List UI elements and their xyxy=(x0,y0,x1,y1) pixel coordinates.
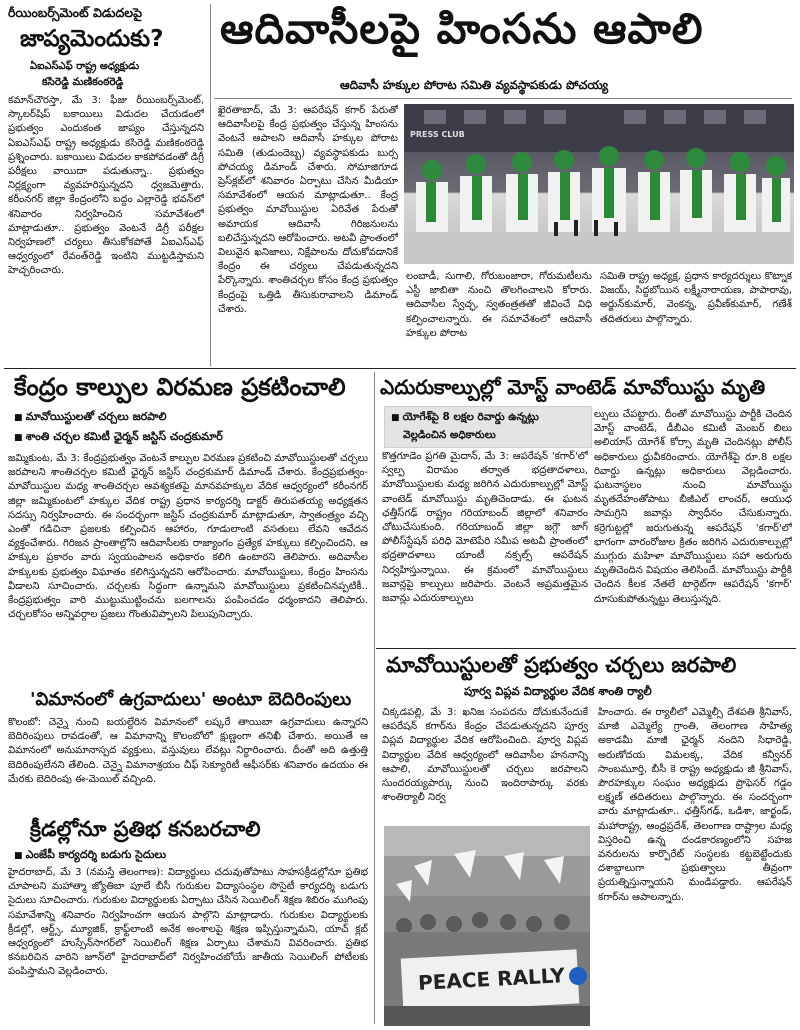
column-divider xyxy=(210,4,211,366)
adivasi-press-meet-photo xyxy=(404,104,794,264)
encounter-highlight-line2: వెల్లడించిన అధికారులు xyxy=(403,429,496,441)
press-club-banner: PRESS CLUB xyxy=(410,130,465,139)
adivasi-subhead: ఆదివాసీ హక్కుల పోరాట సమితి వ్యవస్థాపకుడు పోచయ్య xyxy=(340,78,609,92)
encounter-body-col2: ల్పులు చేపట్టారు. దీంతో మావోయిస్టు పార్టీకి చెందిన మోస్ట్ వాంటెడ్, డీబీఎం కమిటీ మెంబర్ బిలు అలియాస్ యోగేశ్ కోర్సా మృతి చెందినట్లు పోలీస్ అధికారులు ధ్రువీకరించారు. యోగేశ్‌పై రూ.8 లక్షల రివార్డు ఉన్నట్లు అధికారులు వెల్లడించారు. ఘటనాస్థలం నుంచి మావోయిస్టు మృతదేహంతోపాటు బీజీఎల్ లాంచర్, ఆయుధ సామగ్రిని జవాన్లు స్వాధీనం చేసుకున్నారు. కర్రెగుట్టల్లో జరుగుతున్న ఆపరేషన్ 'కగార్'లో భాగంగా వారంరోజుల క్రితం జరిగిన ఎదురుకాల్పుల్లో ముగ్గురు మహిళా మావోయిస్టులు సహా అరుగురు మృతిచెందిన విషయం తెలిసిందే. మావోయిస్టు పార్టీకి చెందిన కీలక నేతలే టార్గెట్‌గా ఆపరేషన్ 'కగార్' దూసుకుపోతున్నట్టు తెలుస్తున్నది. xyxy=(594,409,792,605)
adivasi-headline: ఆదివాసీలపై హింసను ఆపాలి xyxy=(220,4,704,53)
ceasefire-bullet-2: ■ శాంతి చర్చల కమిటీ ఛైర్మన్ జస్టిస్ చంద్రకుమార్ xyxy=(14,430,223,446)
ceasefire-headline: కేంద్రం కాల్పుల విరమణ ప్రకటించాలి xyxy=(14,373,346,401)
encounter-headline: ఎదురుకాల్పుల్లో మోస్ట్ వాంటెడ్ మావోయిస్టు మృతి xyxy=(380,375,766,399)
reimbursement-byline-role: ఏఐఎస్ఎఫ్ రాష్ట్ర అధ్యక్షుడు xyxy=(30,61,140,72)
encounter-highlight-box xyxy=(384,406,592,448)
reimbursement-headline: జాప్యమెందుకు? xyxy=(20,26,164,52)
reimbursement-byline-name: కసిరెడ్డి మణికంఠరెడ్డి xyxy=(42,76,124,88)
sports-headline: క్రీడల్లోనూ ప్రతిభ కనబరచాలి xyxy=(30,817,261,841)
encounter-body-col1: కొత్తగూడెం ప్రగతి మైదాన్, మే 3: ఆపరేషన్ 'కగార్'లో స్వల్ప విరామం తర్వాత భద్రతాదళాలు, మావోయిస్టులకు మధ్య జరిగిన ఎదురుకాల్పుల్లో మోస్ట్ వాంటెడ్ మావోయిస్టు మృతిచెందాడు. ఈ ఘటన ఛత్తీస్‌గఢ్ రాష్ట్రం గరియాబంద్ జిల్లాలో శనివారం చోటుచేసుకుంది. గరియాబంద్ జిల్లా జగ్గౌ జాగ్ పోలీస్‌స్టేషన్ పరిధి మోటెపేరి సమీప అటవీ ప్రాంతంలో భద్రతాదళాలు యాంటీ నక్సల్స్ ఆపరేషన్ నిర్వహిస్తున్నాయి. ఈ క్రమంలో మావోయిస్టులు జవాన్లపై కాల్పులు జరిపారు. వెంటనే అప్రమత్తమైన జవాన్లు ఎదురుకాల్పులు xyxy=(382,451,588,605)
talks-body-col1: చిక్కడపల్లి, మే 3: ఖనిజ సంపదను దోచుకునేందుకే ఆపరేషన్ కగార్‌ను కేంద్రం చేపడుతున్నదని పూర్వ విప్లవ విద్యార్థుల వేదిక ఆరోపించింది. పూర్వ విప్లవ విద్యార్థుల వేదిక ఆధ్వర్యంలో ఆదివాసీల హననాన్ని ఆపాలి, మావోయిస్టులతో చర్చలు జరపాలని సుందరయ్యపార్కు నుంచి ఇందిరాపార్కు వరకు శాంతిర్యాలీ నిర్వ xyxy=(382,707,588,804)
talks-body-col2: హించారు. ఈ ర్యాలీలో ఎమ్మెల్సీ దేశపతి శ్రీనివాస్, మాజీ ఎమ్మెల్యే గ్రాంతి, తెలంగాణ సాహిత్య అకాడమీ మాజీ ఛైర్మన్ నందిని సిధారెడ్డి, అరుణోదయ విమలక్క, వేదిక కన్వీనర్ సాంబమూర్తి, బీసీ కె రాష్ట్ర అధ్యక్షుడు జీ శ్రీనివాస్, పౌరహక్కుల సంఘం అధ్యక్షుడు ప్రొఫెసర్ గడ్డం లక్ష్మణ్ తదితరులు పాల్గొన్నారు. ఈ సందర్భంగా వారు మాట్లాడుతూ.. ఛత్తీస్‌గఢ్, ఒడిశా, జార్ఖండ్, మహారాష్ట్ర, ఆంధ్రప్రదేశ్, తెలంగాణ రాష్ట్రాల మధ్య విస్తరించి ఉన్న దండకారణ్యంలోని సహజ వనరులను కార్పొరేట్ సంస్థలకు కట్టబెట్టేందుకు దశాబ్దాలుగా ప్రభుత్వాలు తీవ్రంగా ప్రయత్నిస్తున్నాయని మండిపడ్డారు. ఆపరేషన్ కగార్‌ను ఆపాలన్నారు. xyxy=(598,707,792,903)
section-divider-2 xyxy=(376,648,796,649)
talks-headline: మావోయిస్టులతో ప్రభుత్వం చర్చలు జరపాలి xyxy=(386,653,737,677)
encounter-highlight-line1: ■ యోగేశ్‌పై 8 లక్షల రివార్డు ఉన్నట్లు xyxy=(391,411,539,426)
adivasi-subhead-rule xyxy=(214,98,792,99)
reimbursement-kicker: రీయింబర్స్‌మెంట్ విడుదలపై xyxy=(8,5,143,20)
reimbursement-body: కమాన్‌చౌరస్తా, మే 3: ఫీజు రీయింబర్స్‌మెంట్, స్కాలర్‌షిప్ బకాయిలు విడుదల చేయడంలో ప్రభుత్వం ఎందుకంత జాప్యం చేస్తున్నదని ఏఐఎస్ఎఫ్ రాష్ట్ర అధ్యక్షుడు కసిరెడ్డి మణికంఠరెడ్డి ప్రశ్నించారు. బకాయిలు విడుదల కాకపోవడంతో డిగ్రీ పరీక్షలు వాయిదా పడుతున్నా.. ప్రభుత్వం నిర్లక్ష్యంగా వ్యవహరిస్తున్నదని ధ్వజమెత్తారు. కరీంనగర్ జిల్లా కేంద్రంలోని బద్దం ఎల్లారెడ్డి భవన్‌లో శనివారం నిర్వహించిన సమావేశంలో మాట్లాడుతూ.. ప్రభుత్వం వెంటనే డిగ్రీ పరీక్షల నిర్వహణలో చర్యలు తీసుకోకపోతే ఏఐఎస్ఎఫ్ ఆధ్వర్యంలో రేవంత్‌రెడ్డి ఇంటిని ముట్టడిస్తామని హెచ్చరించారు. xyxy=(8,95,204,277)
sports-bullet: ■ ఎంజేపీ కార్యదర్శి బడుగు సైదులు xyxy=(14,848,166,864)
peace-rally-photo xyxy=(384,826,590,1026)
ceasefire-bullet-1: ■ మావోయిస్టులతో చర్చలు జరపాలి xyxy=(14,410,167,426)
adivasi-body-col1: ఖైరతాబాద్, మే 3: ఆపరేషన్ కగార్ పేరుతో ఆదివాసీలపై కేంద్ర ప్రభుత్వం చేస్తున్న హింసను వెంటనే ఆపాలని ఆదివాసీ హక్కుల పోరాట సమితి (తుడుందెబ్బ) వ్యవస్థాపకుడు బుర్స పోచయ్య డిమాండ్ చేశారు. సోమాజిగూడ ప్రెస్‌క్లబ్‌లో శనివారం ఏర్పాటు చేసిన మీడియా సమావేశంలో ఆయన మాట్లాడుతూ.. కేంద్ర ప్రభుత్వం మావోయిస్టుల ఏరివేత పేరుతో అమాయక ఆదివాసీ గిరిజనులను బలిచేస్తున్నదని ఆరోపించారు. అటవీ ప్రాంతంలో విలువైన ఖనిజాలు, నిక్షేపాలను దోచుకోవడానికే కేంద్రం ఈ చర్యలు చేపడుతున్నదని పేర్కొన్నారు. శాంతిచర్చల కోసం కేంద్ర ప్రభుత్వం కేంద్రంపై ఒత్తిడి తీసుకురావాలని డిమాండ్ చేశారు. xyxy=(218,105,398,315)
plane-body: కొలంబో: చెన్నై నుంచి బయల్దేరిన విమానంలో లష్కరే తాయిబా ఉగ్రవాదులు ఉన్నారని బెదిరింపులు రావడంతో, ఆ విమానాన్ని కొలంబోలో క్షుణ్ణంగా తనిఖీ చేశారు. అయితే ఆ విమానంలో అనుమానాస్పద వ్యక్తులు, వస్తువులు లేవట్లు నిర్ధారించారు. దీంతో అది ఉత్తుత్తి బెదిరింపులేనని తేలింది. చెన్నై విమానాశ్రయం చీఫ్ సెక్యూరిటీ ఆఫీసర్‌కు శనివారం ఉదయం ఈ మేరకు బెదిరింపు ఈ-మెయిల్ వచ్చింది. xyxy=(8,717,368,785)
column-divider xyxy=(374,372,375,1024)
adivasi-body-col2: లంబాడీ, సుగాలి, గోరుబంజారా, గోరుమటీలను ఎస్టీ జాబితా నుంచి తొలగించాలని కోరారు. ఆదివాసీల స్వేచ్ఛ, స్వతంత్రతతో జీవించే విధి కల్పించాలన్నారు. ఈ సమావేశంలో ఆదివాసీ హక్కుల పోరాట xyxy=(406,271,592,339)
peace-rally-banner: PEACE RALLY xyxy=(417,963,566,995)
press-meet-scene xyxy=(404,104,794,264)
section-divider-1 xyxy=(4,368,796,369)
ceasefire-body: జమ్మికుంట, మే 3: కేంద్రప్రభుత్వం వెంటనే కాల్పుల విరమణ ప్రకటించి మావోయిస్టులతో చర్చలు జరపాలని శాంతిచర్చల కమిటీ ఛైర్మన్ జస్టిస్ చంద్రకుమార్ డిమాండ్ చేశారు. కేంద్రప్రభుత్వం-మావోయిస్టుల మధ్య శాంతిచర్చల ఆవశ్యకతపై మానవహక్కుల వేదిక ఆధ్వర్యంలో కరీంనగర్ జిల్లా జమ్మికుంటలో హక్కుల వేదిక రాష్ట్ర ప్రధాన కార్యదర్శి డాక్టర్ తిరుపతయ్య అధ్యక్షతన సదస్సు నిర్వహించారు. ఈ సందర్భంగా జస్టిస్ చంద్రకుమార్ మాట్లాడుతూ, స్వాతంత్ర్యం వచ్చి ఎంతో గడిచినా ప్రజలకు కల్పించిన ఆహారం, గూడులాంటి వసతులు లేవని ఆవేదన వ్యక్తంచేశారు. గిరిజన ప్రాంతాల్లోని ఆదివాసీలకు రాజ్యాంగం ప్రత్యేక హక్కులు కల్పించిందని, ఆ హక్కుల ప్రకారం వారు స్వయంపాలన అధికారం కలిగి ఉంటారని తెలిపారు. అదివాసీల హక్కులకు ప్రభుత్వం విఘాతం కలిగిస్తున్నదని ఆరోపించారు. మావోయిస్టులు, కేంద్రం హింసను వీడాలని సూచించారు. చర్చలకు సిద్ధంగా ఉన్నామని మావోయిస్టులు ప్రకటించినప్పటికీ.. కేంద్రప్రభుత్వం వారి ముట్టుముట్టించను బలగాలను పంపించడం ధర్మంకాదని తెలిపారు. చర్చలకోసం అన్నివర్గాల ప్రజలు గొంతువిప్పాలని పిలుపునిచ్చారు. xyxy=(8,453,368,621)
rally-scene xyxy=(384,826,590,1026)
adivasi-body-col3: సమితి రాష్ట్ర అధ్యక్ష, ప్రధాన కార్యదర్శులు కొట్నాక విజయ్, సిద్దబోయిన లక్ష్మీనారాయణ, పాపారావు, అర్జున్‌కుమార్, వెంకన్న, ప్రవీణ్‌కుమార్, గణేశ్ తదితరులు పాల్గొన్నారు. xyxy=(600,271,792,325)
sports-body: హైదరాబాద్, మే 3 (నమస్తే తెలంగాణ): విద్యార్థులు చదువుతోపాటు సాహసక్రీడల్లోనూ ప్రతిభ చూపాలని మహాత్మా జ్యోతిబా పూలే బీసీ గురుకుల విద్యాసంస్థల సొసైటీ కార్యదర్శి బడుగు సైదులు సూచించారు. గురుకుల విద్యార్థులకు ఏర్పాటు చేసిన సెయిలింగ్ శిక్షణ శిబిరం ముగింపు సమావేశాన్ని శనివారం నిర్వహించగా ఆయన పాల్గొని మాట్లాడారు. గురుకుల విద్యార్థులకు క్రీడల్లో, ఆర్ట్స్, మ్యూజిక్, క్రాఫ్ట్‌లాంటి అనేక అంశాలపై శిక్షణ ఇప్పిస్తున్నామని, యాచ్ క్లబ్ ఆధ్వర్యంలో హుస్సేన్‌సాగర్‌లో సెయిలింగ్ శిక్షణ ఏర్పాటు చేశామని వివరించారు. ప్రతిభ కనబరిచిన వారిని జూన్‌లో హైదరాబాద్‌లో నిర్వహించబోయే జాతీయ సెయిలింగ్ పోటీలకు పంపిస్తామని వెల్లడించారు. xyxy=(8,867,368,978)
plane-headline: 'విమానంలో ఉగ్రవాదులు' అంటూ బెదిరింపులు xyxy=(30,689,352,710)
talks-subhead: పూర్వ విప్లవ విద్యార్థుల వేదిక శాంతి ర్యాలీ xyxy=(464,684,652,698)
